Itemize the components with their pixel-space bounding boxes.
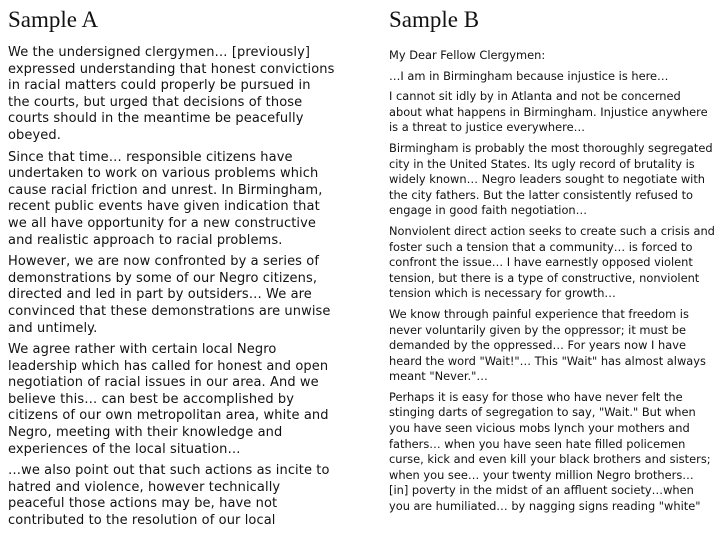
sample-b-salutation: My Dear Fellow Clergymen: [389,48,546,62]
sample-a-paragraph: Since that time… responsible citizens have undertaken to work on various problems which cause racial friction and unrest. In Birmingham, recent public events have given indication that we all have opportunity for a new constructive and realistic approach to racial problems. [8,149,323,248]
sample-a-text [8,45,336,530]
sample-a-paragraph: However, we are now confronted by a series of demonstrations by some of our Negro citizens, directed and led in part by outsiders… We are convinced that these demonstrations are unwise and untimely. [8,254,331,336]
sample-b-paragraph: Nonviolent direct action seeks to create such a crisis and foster such a tension that a community… is forced to confront the issue… I have earnestly opposed violent tension, but there is a type of constructive, nonviolent tension which is necessary for growth… [389,223,715,301]
sample-a-paragraph: …we also point out that such actions as incite to hatred and violence, however technically peaceful those actions may be, have not contributed to the resolution of our local [8,463,330,529]
sample-a-column [8,0,336,540]
sample-b-paragraph: …I am in Birmingham because injustice is here… [389,68,669,83]
sample-a-title: Sample A [8,7,99,32]
sample-b-paragraph: I cannot sit idly by in Atlanta and not be concerned about what happens in Birmingham. Injustice anywhere is a threat to justice everywhere… [389,89,708,135]
sample-b-paragraph: Birmingham is probably the most thoroughly segregated city in the United States. Its ugly record of brutality is widely known… Negro leaders sought to negotiate with the city fathers. But the latter consistently refused to engage in good faith negotiation… [389,140,713,218]
sample-b-title: Sample B [389,7,480,32]
sample-b-column [389,0,715,540]
sample-b-text [389,48,715,515]
sample-b-paragraph: Perhaps it is easy for those who have never felt the stinging darts of segregation to say, "Wait." But when you have seen vicious mobs lynch your mothers and fathers… when you have seen hate filled policemen curse, kick and even kill your black brothers and sisters; when you see… your twenty million Negro brothers… [in] poverty in the midst of an affluent society…when you are humiliated… by nagging signs reading "white" [389,389,711,514]
sample-b-paragraph: We know through painful experience that freedom is never voluntarily given by the oppressor; it must be demanded by the oppressed… For years now I have heard the word "Wait!"… This "Wait" has almost always meant "Never."… [389,306,706,384]
sample-a-paragraph: We agree rather with certain local Negro leadership which has called for honest and open negotiation of racial issues in our area. And we believe this… can best be accomplished by citizens of our own metropolitan area, white and Negro, meeting with their knowledge and experiences of the local situation… [8,342,329,457]
sample-a-paragraph: We the undersigned clergymen… [previously] expressed understanding that honest convictions in racial matters could properly be pursued in the courts, but urged that decisions of those courts should in the meantime be peacefully obeyed. [8,45,335,143]
